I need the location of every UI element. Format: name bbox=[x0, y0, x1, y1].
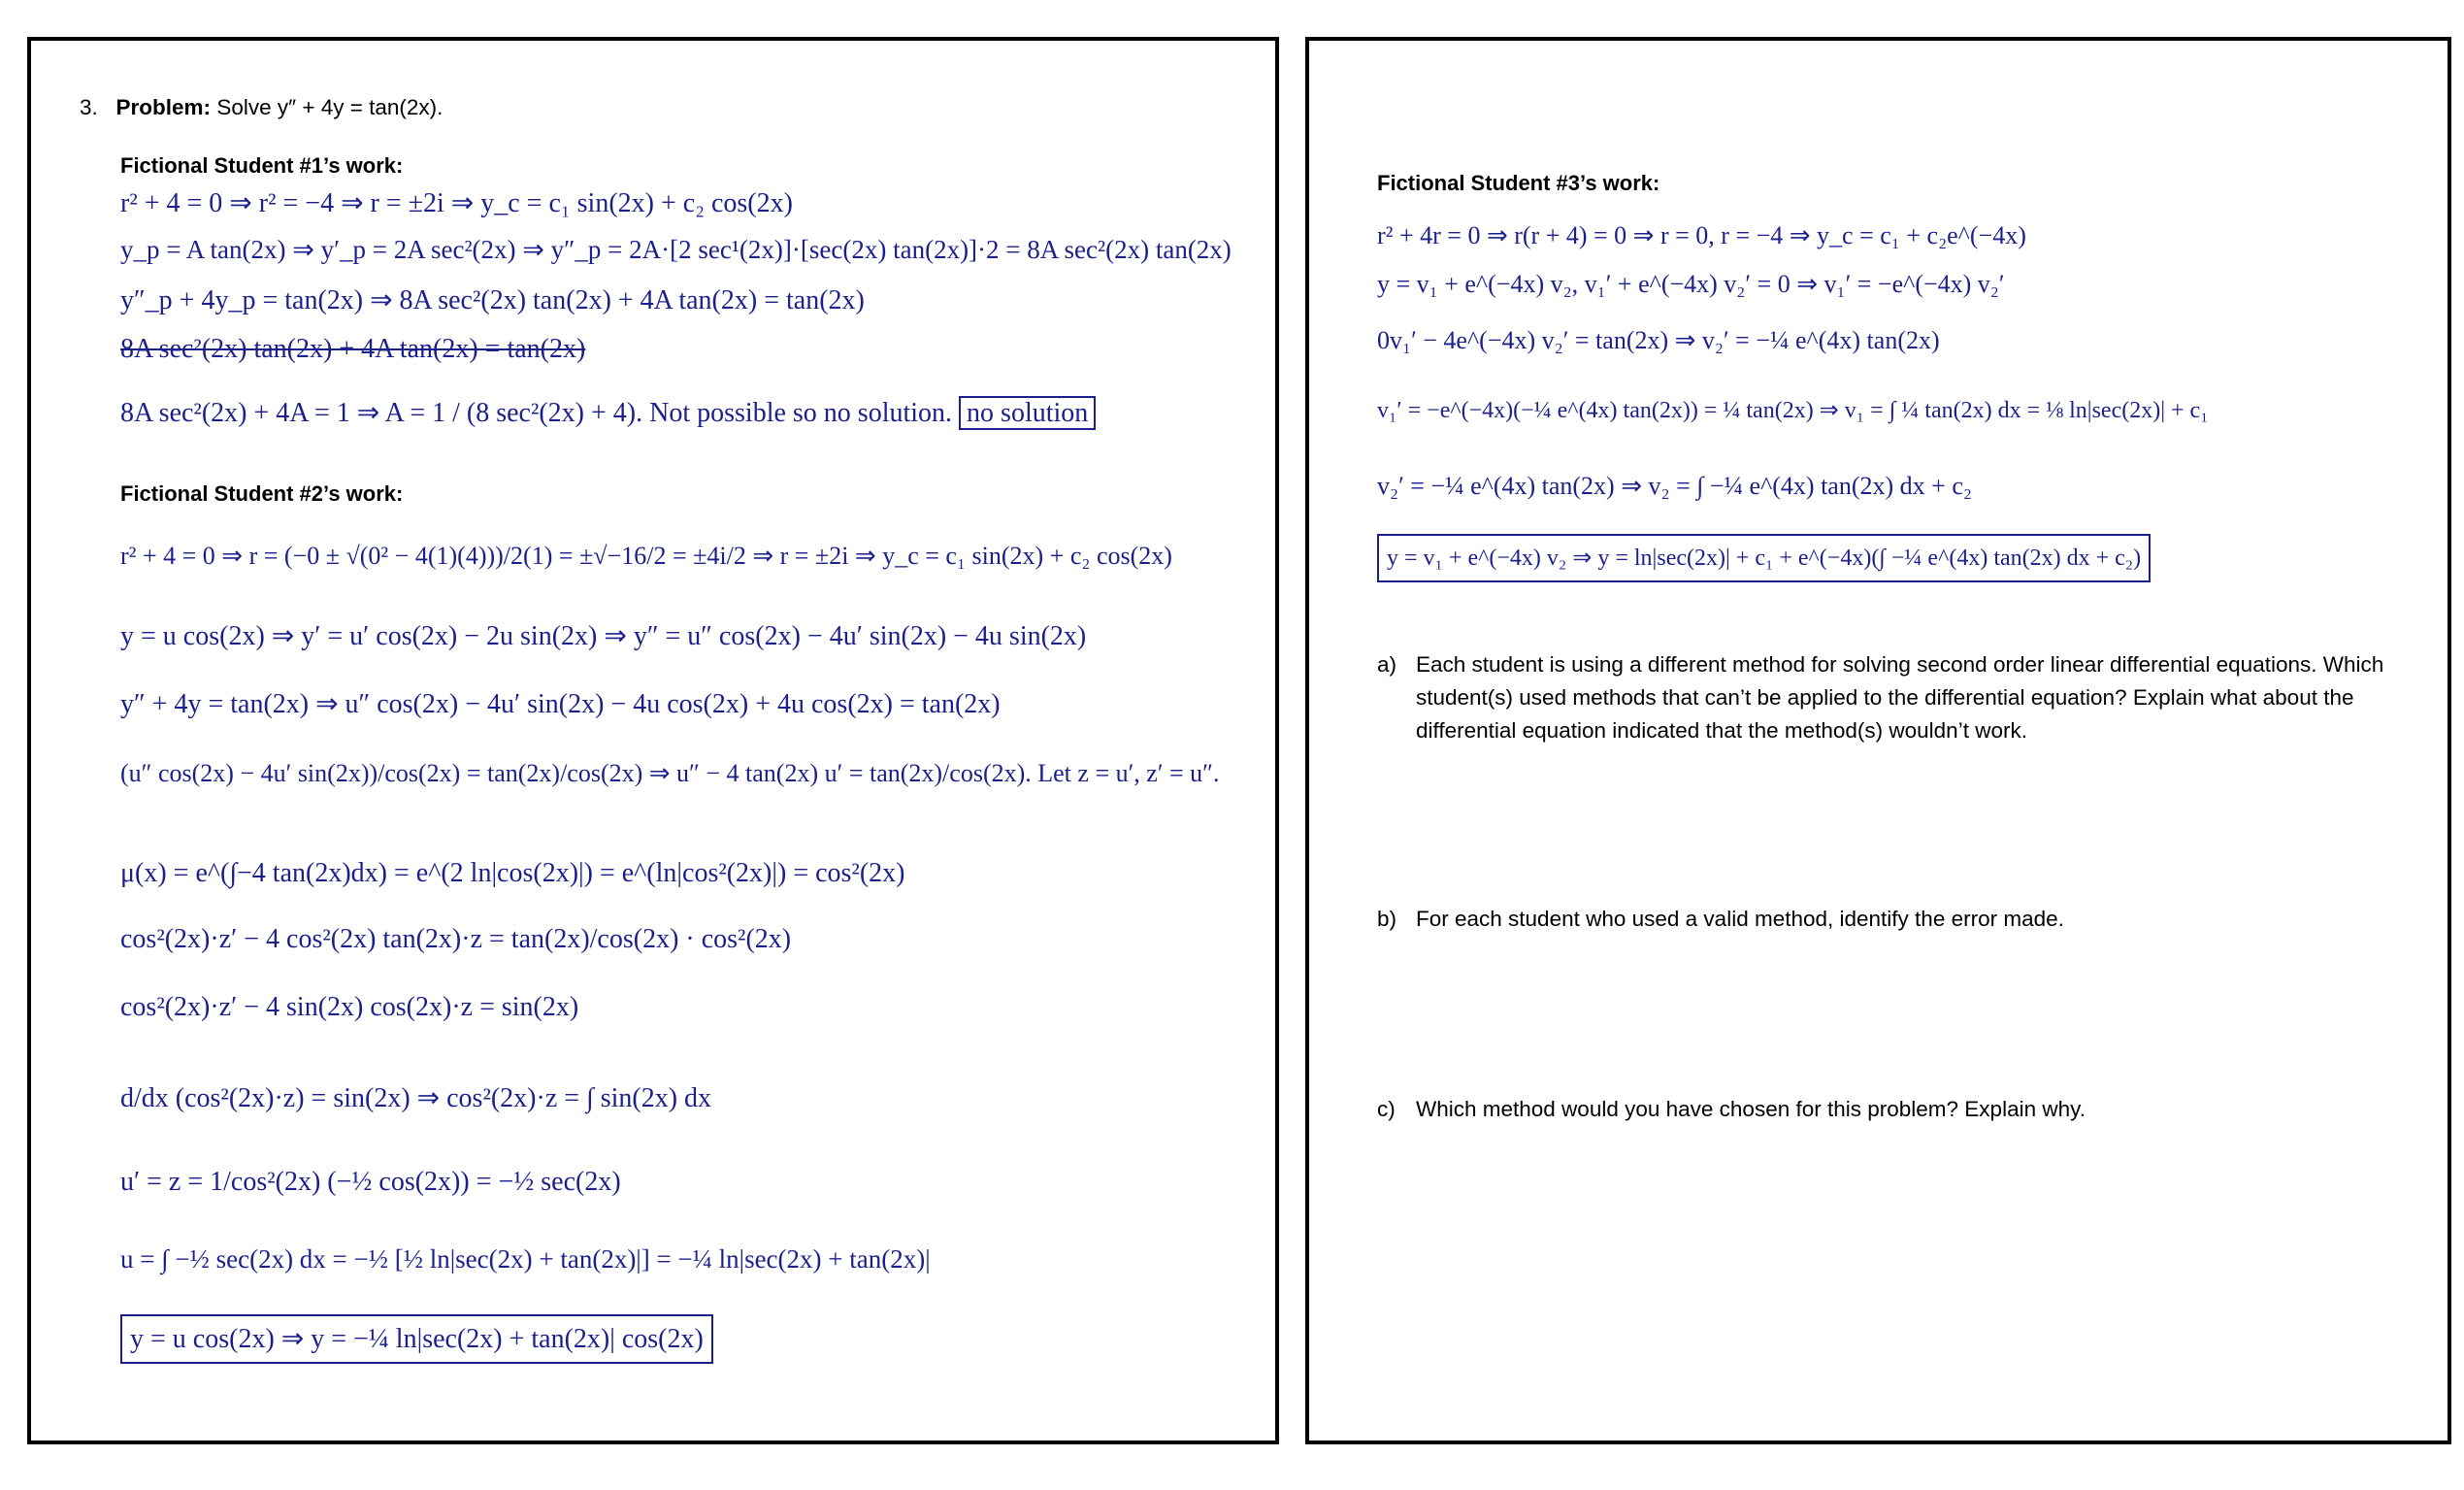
s1-line-1: r² + 4 = 0 ⇒ r² = −4 ⇒ r = ±2i ⇒ y_c = c₁ sin(2x) + c₂ cos(2x) bbox=[120, 188, 793, 218]
student2-heading: Fictional Student #2’s work: bbox=[120, 481, 404, 506]
question-c bbox=[1377, 1093, 2396, 1126]
question-a-label: a) bbox=[1377, 652, 1397, 677]
right-worksheet-panel bbox=[1305, 37, 2451, 1444]
s2-line-1: r² + 4 = 0 ⇒ r = (−0 ± √(0² − 4(1)(4)))/2(1) = ±√−16/2 = ±4i/2 ⇒ r = ±2i ⇒ y_c = c₁ sin(2x) + c₂ cos(2x) bbox=[120, 542, 1172, 570]
question-a-text: Each student is using a different method for solving second order linear differential equations. Which student(s) used methods that can’t be applied to the differential equation? Explain what about the differential equation indicated that the method(s) wouldn’t work. bbox=[1416, 652, 2384, 743]
question-a bbox=[1377, 648, 2396, 747]
s2-final-answer: y = u cos(2x) ⇒ y = −¼ ln|sec(2x) + tan(2x)| cos(2x) bbox=[120, 1314, 713, 1364]
question-c-text: Which method would you have chosen for this problem? Explain why. bbox=[1416, 1097, 2086, 1121]
question-b-text: For each student who used a valid method, identify the error made. bbox=[1416, 907, 2064, 931]
s1-line-5-text: 8A sec²(2x) + 4A = 1 ⇒ A = 1 / (8 sec²(2x) + 4). Not possible so no solution. bbox=[120, 398, 953, 428]
s3-line-1: r² + 4r = 0 ⇒ r(r + 4) = 0 ⇒ r = 0, r = −4 ⇒ y_c = c₁ + c₂e^(−4x) bbox=[1377, 221, 2026, 249]
s2-line-10: u = ∫ −½ sec(2x) dx = −½ [½ ln|sec(2x) + tan(2x)|] = −¼ ln|sec(2x) + tan(2x)| bbox=[120, 1244, 931, 1274]
s2-line-6: cos²(2x)·z′ − 4 cos²(2x) tan(2x)·z = tan(2x)/cos(2x) · cos²(2x) bbox=[120, 924, 792, 954]
student1-heading: Fictional Student #1’s work: bbox=[120, 153, 404, 178]
question-b bbox=[1377, 903, 2396, 936]
s2-line-2: y = u cos(2x) ⇒ y′ = u′ cos(2x) − 2u sin(2x) ⇒ y″ = u″ cos(2x) − 4u′ sin(2x) − 4u sin(2x) bbox=[120, 621, 1087, 651]
student3-heading: Fictional Student #3’s work: bbox=[1377, 171, 1660, 195]
s3-line-3: 0v₁′ − 4e^(−4x) v₂′ = tan(2x) ⇒ v₂′ = −¼ e^(4x) tan(2x) bbox=[1377, 326, 1940, 354]
s2-line-4: (u″ cos(2x) − 4u′ sin(2x))/cos(2x) = tan(2x)/cos(2x) ⇒ u″ − 4 tan(2x) u′ = tan(2x)/cos(2x). Let z = u′, z′ = u″. bbox=[120, 759, 1220, 787]
s3-final-answer: y = v₁ + e^(−4x) v₂ ⇒ y = ln|sec(2x)| + c₁ + e^(−4x)(∫ −¼ e^(4x) tan(2x) dx + c₂) bbox=[1377, 534, 2151, 582]
question-c-label: c) bbox=[1377, 1097, 1396, 1121]
problem-label: Problem: bbox=[115, 95, 212, 119]
s3-line-5: v₂′ = −¼ e^(4x) tan(2x) ⇒ v₂ = ∫ −¼ e^(4x) tan(2x) dx + c₂ bbox=[1377, 472, 1972, 500]
question-b-label: b) bbox=[1377, 907, 1397, 931]
s1-boxed-answer: no solution bbox=[959, 396, 1096, 430]
s2-line-8: d/dx (cos²(2x)·z) = sin(2x) ⇒ cos²(2x)·z = ∫ sin(2x) dx bbox=[120, 1083, 712, 1113]
s2-line-5: μ(x) = e^(∫−4 tan(2x)dx) = e^(2 ln|cos(2x)|) = e^(ln|cos²(2x)|) = cos²(2x) bbox=[120, 858, 905, 888]
s2-line-3: y″ + 4y = tan(2x) ⇒ u″ cos(2x) − 4u′ sin(2x) − 4u cos(2x) + 4u cos(2x) = tan(2x) bbox=[120, 689, 1001, 719]
s1-line-5 bbox=[120, 396, 1096, 429]
problem-text: Solve y″ + 4y = tan(2x). bbox=[216, 95, 444, 119]
s3-line-4: v₁′ = −e^(−4x)(−¼ e^(4x) tan(2x)) = ¼ tan(2x) ⇒ v₁ = ∫ ¼ tan(2x) dx = ⅛ ln|sec(2x)| + c₁ bbox=[1377, 398, 2209, 423]
s3-line-6 bbox=[1377, 544, 2151, 572]
s2-line-7: cos²(2x)·z′ − 4 sin(2x) cos(2x)·z = sin(2x) bbox=[120, 992, 579, 1022]
s3-line-2: y = v₁ + e^(−4x) v₂, v₁′ + e^(−4x) v₂′ = 0 ⇒ v₁′ = −e^(−4x) v₂′ bbox=[1377, 270, 2005, 298]
left-worksheet-panel bbox=[27, 37, 1279, 1444]
s1-line-3: y″_p + 4y_p = tan(2x) ⇒ 8A sec²(2x) tan(2x) + 4A tan(2x) = tan(2x) bbox=[120, 285, 865, 315]
s2-line-9: u′ = z = 1/cos²(2x) (−½ cos(2x)) = −½ sec(2x) bbox=[120, 1167, 621, 1197]
problem-statement bbox=[80, 95, 443, 120]
s1-line-2: y_p = A tan(2x) ⇒ y′_p = 2A sec²(2x) ⇒ y″_p = 2A·[2 sec¹(2x)]·[sec(2x) tan(2x)]·2 = 8A sec²(2x) tan(2x) bbox=[120, 235, 1232, 264]
s2-line-11 bbox=[120, 1322, 713, 1355]
s1-line-4-crossed: 8A sec²(2x) tan(2x) + 4A tan(2x) = tan(2x) bbox=[120, 334, 586, 364]
problem-number: 3. bbox=[80, 95, 98, 119]
